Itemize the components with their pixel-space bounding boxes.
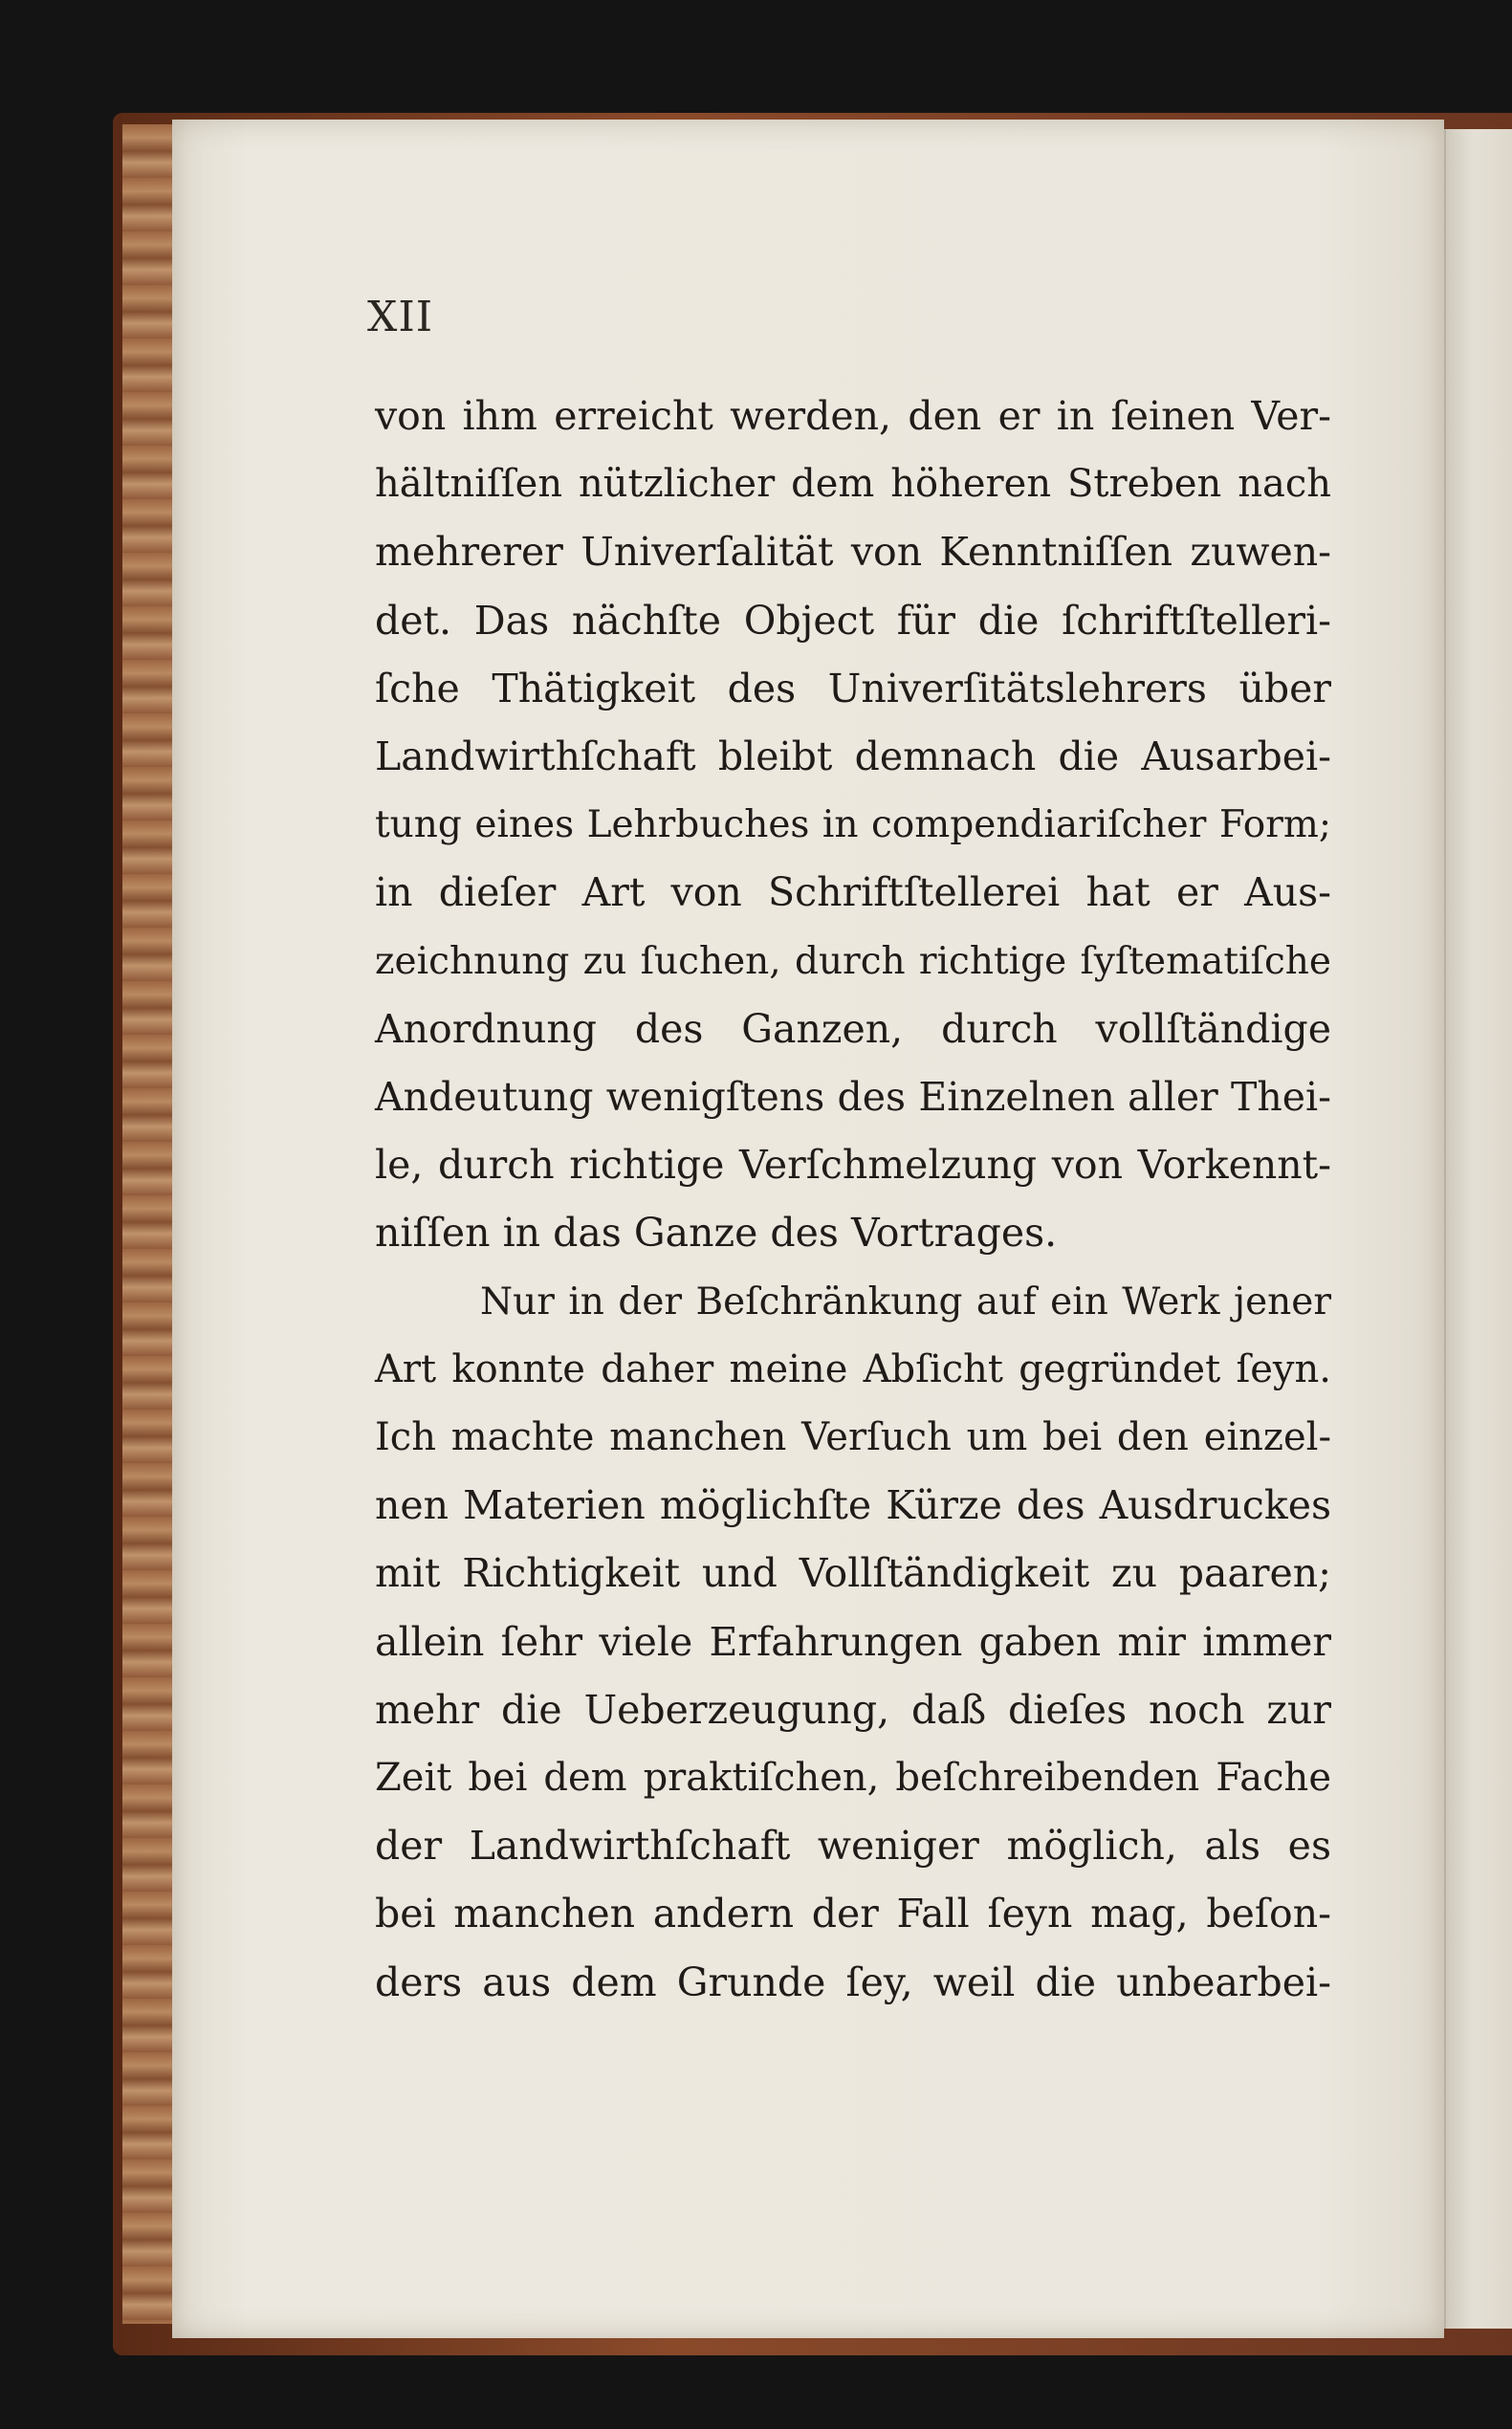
text-line: zeichnung zu ſuchen, durch richtige ſyſtematiſche	[375, 939, 1331, 983]
text-line: det. Das nächſte Object für die ſchriftſtelleri‑	[375, 597, 1331, 644]
text-line: mehr die Ueberzeugung, daß dieſes noch zur	[375, 1686, 1331, 1733]
body-text	[375, 383, 1331, 2017]
text-line: der Landwirthſchaft weniger möglich, als es	[375, 1823, 1331, 1870]
text-line: Landwirthſchaft bleibt demnach die Ausarbei‑	[375, 733, 1331, 780]
paragraph-start-line: Nur in der Beſchränkung auf ein Werk jener	[480, 1280, 1331, 1324]
text-line: mehrerer Univerſalität von Kenntniſſen zuwen‑	[375, 529, 1331, 576]
text-line: tung eines Lehrbuches in compendiariſcher Form;	[375, 803, 1331, 847]
text-line: Andeutung wenigſtens des Einzelnen aller Thei‑	[375, 1074, 1331, 1121]
text-line: ſche Thätigkeit des Univerſitätslehrers über	[375, 665, 1331, 711]
text-line: mit Richtigkeit und Vollſtändigkeit zu paaren;	[375, 1550, 1331, 1597]
page-number: XII	[367, 293, 434, 341]
marbled-edge	[122, 124, 180, 2324]
text-line: in dieſer Art von Schriftſtellerei hat er Aus‑	[375, 869, 1331, 916]
text-line: le, durch richtige Verſchmelzung von Vorkennt‑	[375, 1142, 1331, 1189]
text-line: von ihm erreicht werden, den er in ſeinen Ver‑	[375, 393, 1331, 439]
text-line: Art konnte daher meine Abſicht gegründet ſeyn.	[375, 1346, 1331, 1391]
text-line: Anordnung des Ganzen, durch vollſtändige	[375, 1005, 1331, 1052]
text-line: Zeit bei dem praktiſchen, beſchreibenden Fache	[375, 1756, 1331, 1801]
facing-page-edge	[1444, 129, 1512, 2329]
text-line: allein ſehr viele Erfahrungen gaben mir immer	[375, 1618, 1331, 1665]
text-line: hältniſſen nützlicher dem höheren Streben nach	[375, 462, 1331, 507]
text-line: nen Materien möglichſte Kürze des Ausdruckes	[375, 1482, 1331, 1529]
text-line: bei manchen andern der Fall ſeyn mag, beſon‑	[375, 1891, 1331, 1937]
text-line: Ich machte manchen Verſuch um bei den einzel‑	[375, 1415, 1331, 1460]
paragraph-end-line: niſſen in das Ganze des Vortrages.	[375, 1210, 1058, 1257]
text-line: ders aus dem Grunde ſey, weil die unbearbei‑	[375, 1959, 1331, 2005]
